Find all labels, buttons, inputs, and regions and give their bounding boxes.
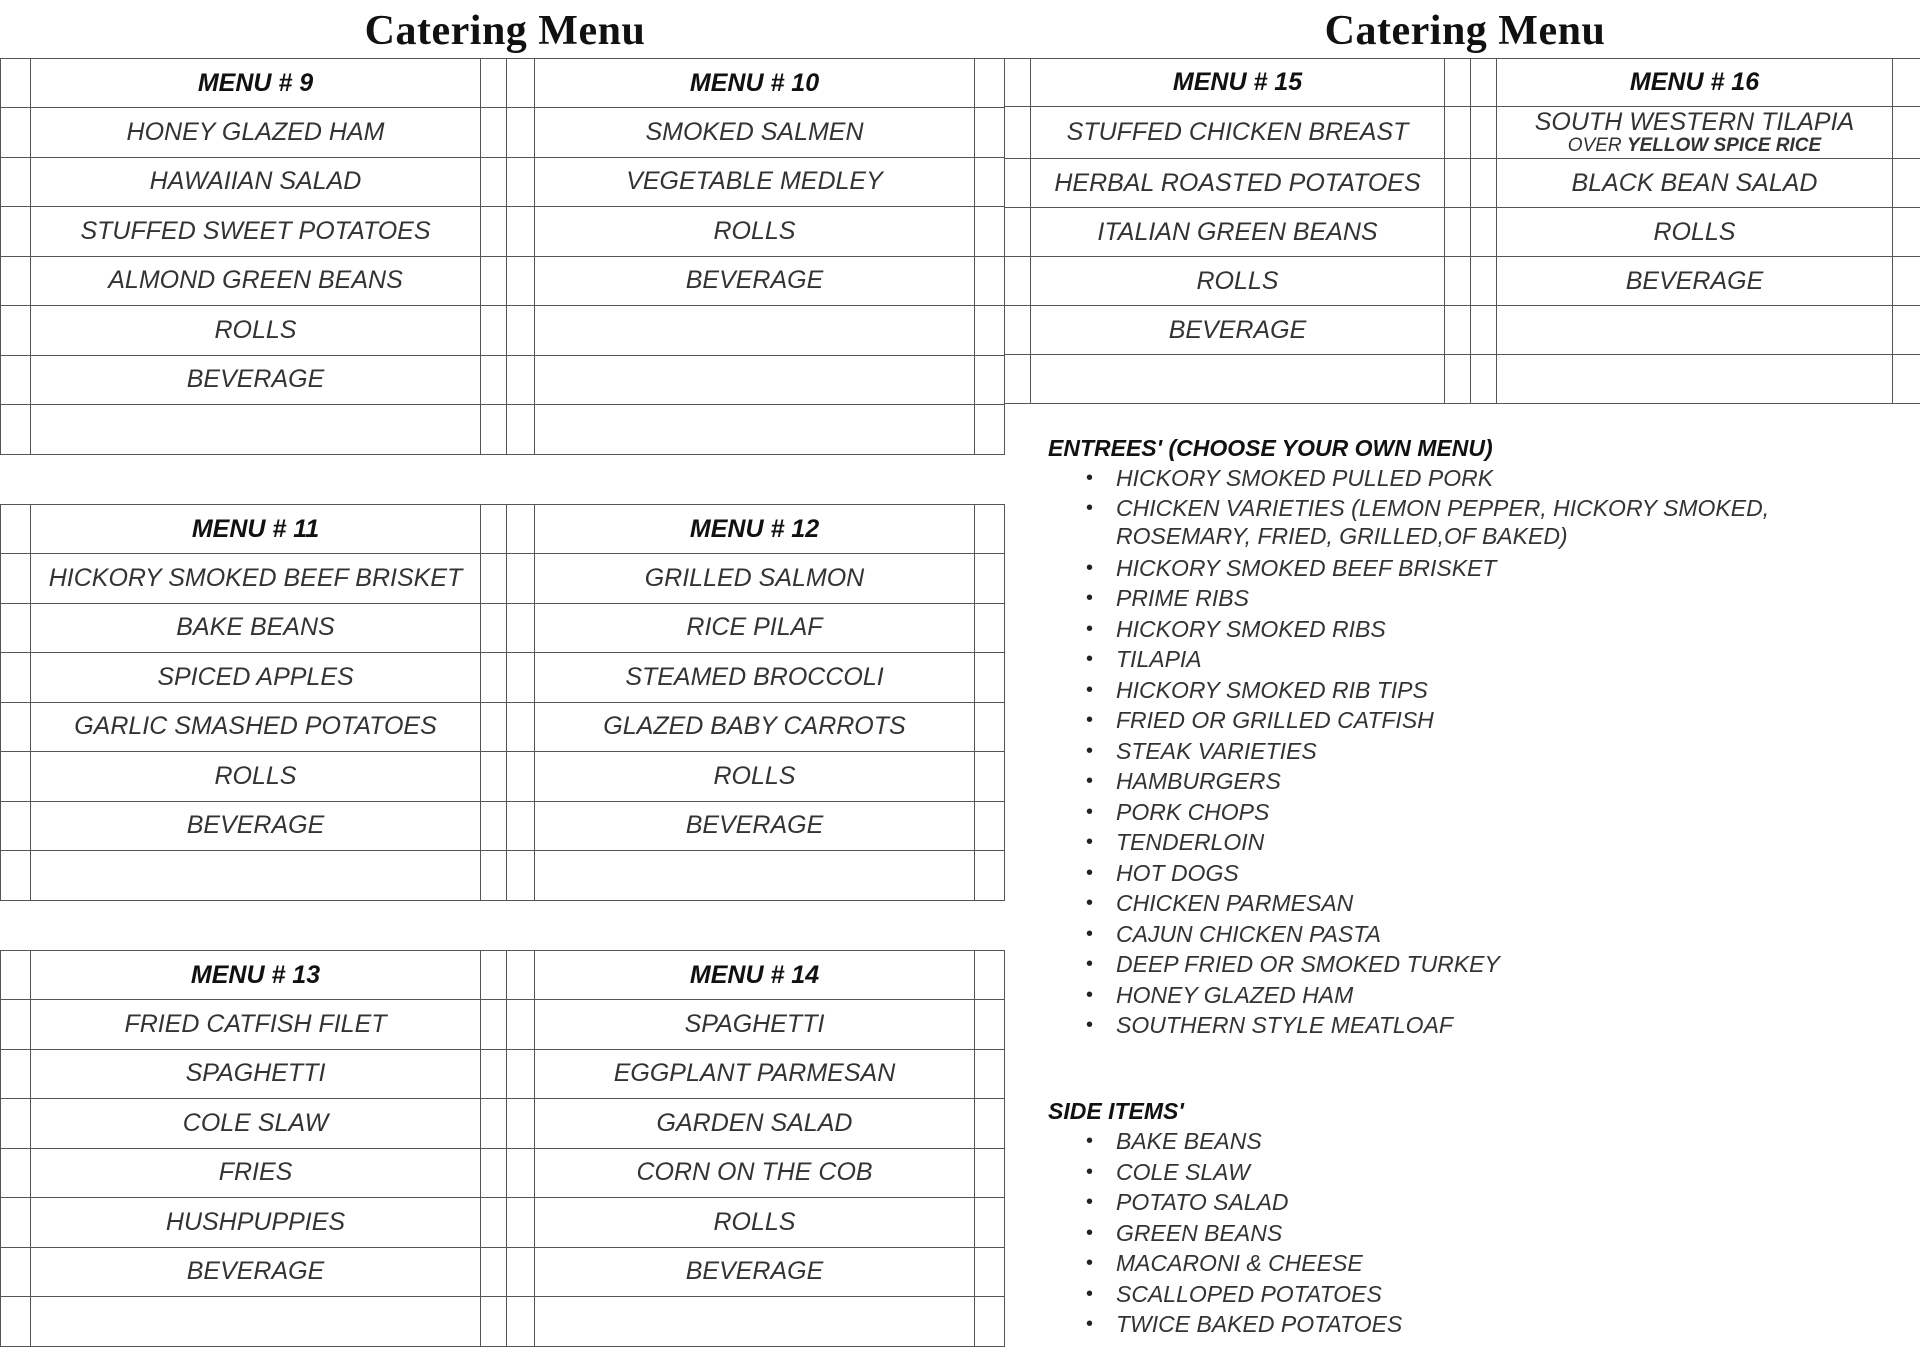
menu-12-item: ROLLS [535, 752, 975, 802]
menu-10-item: BEVERAGE [535, 256, 975, 306]
menu-14-item: CORN ON THE COB [535, 1148, 975, 1198]
menu-13-item: FRIES [31, 1148, 481, 1198]
bullet-icon: • [1086, 983, 1094, 1006]
menu-9-item: ROLLS [31, 306, 481, 356]
menu-12-item: STEAMED BROCCOLI [535, 653, 975, 703]
bullet-icon: • [1086, 892, 1094, 914]
menu-13-item: BEVERAGE [31, 1247, 481, 1297]
menu-14-item: ROLLS [535, 1198, 975, 1248]
bullet-icon: • [1086, 1252, 1094, 1274]
menu-12-item: BEVERAGE [535, 801, 975, 851]
menu-16-item-tilapia [1497, 107, 1893, 159]
menu-10-item [535, 355, 975, 405]
menu-14-item: BEVERAGE [535, 1247, 975, 1297]
entree-item: • HONEY GLAZED HAM [1048, 980, 1769, 1011]
menu-9-item: HONEY GLAZED HAM [31, 108, 481, 158]
menu-14-item: SPAGHETTI [535, 1000, 975, 1050]
entree-item: • FRIED OR GRILLED CATFISH [1048, 705, 1769, 736]
bullet-icon: • [1086, 739, 1094, 762]
menu-13-header: MENU # 13 [31, 951, 481, 1000]
menu-16-item [1497, 355, 1893, 404]
entree-item: • HICKORY SMOKED RIBS [1048, 614, 1769, 645]
menu-14-item: EGGPLANT PARMESAN [535, 1049, 975, 1099]
entree-item: • PORK CHOPS [1048, 797, 1769, 828]
bullet-icon: • [1086, 770, 1094, 792]
bullet-icon: • [1086, 648, 1094, 670]
sides-list [1048, 1126, 1402, 1340]
side-item: • MACARONI & CHEESE [1048, 1248, 1402, 1279]
menu-16-header: MENU # 16 [1497, 59, 1893, 107]
menu-10-item [535, 306, 975, 356]
menu-12-item: GRILLED SALMON [535, 554, 975, 604]
menu-16-item [1497, 306, 1893, 355]
menu-13-item [31, 1297, 481, 1347]
menu-16-item-line1: SOUTH WESTERN TILAPIA [1534, 108, 1855, 137]
entree-item: • PRIME RIBS [1048, 583, 1769, 614]
side-item: • SCALLOPED POTATOES [1048, 1279, 1402, 1310]
menu-16-over-text: OVER [1567, 134, 1622, 156]
menu-15-item [1031, 355, 1445, 404]
menu-10-header: MENU # 10 [535, 59, 975, 108]
bullet-icon: • [1086, 1014, 1094, 1036]
menu-12-item [535, 851, 975, 901]
menu-16-item-line2 [1497, 136, 1892, 156]
menu-11-item: BAKE BEANS [31, 603, 481, 653]
menu-10-item [535, 405, 975, 455]
menu-14-item [535, 1297, 975, 1347]
menu-9-item: ALMOND GREEN BEANS [31, 256, 481, 306]
entrees-section [1048, 433, 1769, 1041]
menu-9-item [31, 405, 481, 455]
menu-15-item: STUFFED CHICKEN BREAST [1031, 107, 1445, 159]
bullet-icon: • [1086, 831, 1094, 853]
menu-10-item: ROLLS [535, 207, 975, 257]
bullet-icon: • [1086, 678, 1094, 701]
menu-11-item: BEVERAGE [31, 801, 481, 851]
menu-12-header: MENU # 12 [535, 505, 975, 554]
entree-item: • TENDERLOIN [1048, 827, 1769, 858]
menu-11-item: GARLIC SMASHED POTATOES [31, 702, 481, 752]
menu-13-item: COLE SLAW [31, 1099, 481, 1149]
menu-9-item: BEVERAGE [31, 355, 481, 405]
menu-12-item: RICE PILAF [535, 603, 975, 653]
bullet-icon: • [1086, 953, 1094, 975]
entree-item: • TILAPIA [1048, 644, 1769, 675]
menu-table-15-16 [1004, 58, 1920, 404]
bullet-icon: • [1086, 922, 1094, 945]
bullet-icon: • [1086, 1282, 1094, 1305]
entree-item: • HAMBURGERS [1048, 766, 1769, 797]
bullet-icon: • [1086, 1160, 1094, 1183]
menu-13-item: HUSHPUPPIES [31, 1198, 481, 1248]
catering-menu-title-right: Catering Menu [1324, 8, 1606, 54]
menu-10-item: SMOKED SALMEN [535, 108, 975, 158]
menu-9-header: MENU # 9 [31, 59, 481, 108]
menu-table-9-10 [0, 58, 1005, 455]
menu-10-item: VEGETABLE MEDLEY [535, 157, 975, 207]
side-item: • TWICE BAKED POTATOES [1048, 1309, 1402, 1340]
menu-15-header: MENU # 15 [1031, 59, 1445, 107]
side-item: • GREEN BEANS [1048, 1218, 1402, 1249]
bullet-icon: • [1086, 1313, 1094, 1335]
menu-11-item: HICKORY SMOKED BEEF BRISKET [31, 554, 481, 604]
menu-14-header: MENU # 14 [535, 951, 975, 1000]
bullet-icon: • [1086, 709, 1094, 731]
menu-15-item: HERBAL ROASTED POTATOES [1031, 159, 1445, 208]
entrees-heading: ENTREES' (CHOOSE YOUR OWN MENU) [1048, 435, 1493, 461]
bullet-icon: • [1086, 861, 1094, 884]
menu-9-item: STUFFED SWEET POTATOES [31, 207, 481, 257]
menu-11-item [31, 851, 481, 901]
bullet-icon: • [1086, 617, 1094, 640]
bullet-icon: • [1086, 800, 1094, 823]
menu-16-item: BLACK BEAN SALAD [1497, 159, 1893, 208]
entree-item: • HICKORY SMOKED PULLED PORK [1048, 463, 1769, 494]
side-item: • POTATO SALAD [1048, 1187, 1402, 1218]
bullet-icon: • [1086, 1191, 1094, 1213]
menu-16-item: ROLLS [1497, 208, 1893, 257]
entree-item: • DEEP FRIED OR SMOKED TURKEY [1048, 949, 1769, 980]
bullet-icon: • [1086, 496, 1094, 519]
side-item: • BAKE BEANS [1048, 1126, 1402, 1157]
menu-11-item: SPICED APPLES [31, 653, 481, 703]
entree-item: • SOUTHERN STYLE MEATLOAF [1048, 1010, 1769, 1041]
side-item: • COLE SLAW [1048, 1157, 1402, 1188]
menu-14-item: GARDEN SALAD [535, 1099, 975, 1149]
menu-15-item: ITALIAN GREEN BEANS [1031, 208, 1445, 257]
bullet-icon: • [1086, 1130, 1094, 1152]
menu-15-item: ROLLS [1031, 257, 1445, 306]
menu-13-item: SPAGHETTI [31, 1049, 481, 1099]
entree-item: • CAJUN CHICKEN PASTA [1048, 919, 1769, 950]
entree-item: • CHICKEN VARIETIES (LEMON PEPPER, HICKORY SMOKED, ROSEMARY, FRIED, GRILLED,OF BAKED) [1086, 494, 1770, 549]
entree-item: • HOT DOGS [1048, 858, 1769, 889]
bullet-icon: • [1086, 467, 1094, 489]
entree-item: • STEAK VARIETIES [1048, 736, 1769, 767]
catering-menu-title-left: Catering Menu [364, 8, 646, 54]
sides-heading: SIDE ITEMS' [1048, 1098, 1184, 1124]
menu-16-item: BEVERAGE [1497, 257, 1893, 306]
menu-11-header: MENU # 11 [31, 505, 481, 554]
menu-table-13-14 [0, 950, 1005, 1347]
entree-item: • CHICKEN PARMESAN [1048, 888, 1769, 919]
bullet-icon: • [1086, 556, 1094, 579]
menu-table-11-12 [0, 504, 1005, 901]
entree-item: • HICKORY SMOKED RIB TIPS [1048, 675, 1769, 706]
menu-16-rice-text: YELLOW SPICE RICE [1626, 134, 1822, 156]
entree-item: • HICKORY SMOKED BEEF BRISKET [1048, 553, 1769, 584]
menu-9-item: HAWAIIAN SALAD [31, 157, 481, 207]
bullet-icon: • [1086, 1221, 1094, 1244]
menu-11-item: ROLLS [31, 752, 481, 802]
menu-13-item: FRIED CATFISH FILET [31, 1000, 481, 1050]
menu-15-item: BEVERAGE [1031, 306, 1445, 355]
bullet-icon: • [1086, 587, 1094, 609]
entrees-list [1048, 463, 1769, 1041]
sides-section [1048, 1096, 1402, 1340]
menu-12-item: GLAZED BABY CARROTS [535, 702, 975, 752]
